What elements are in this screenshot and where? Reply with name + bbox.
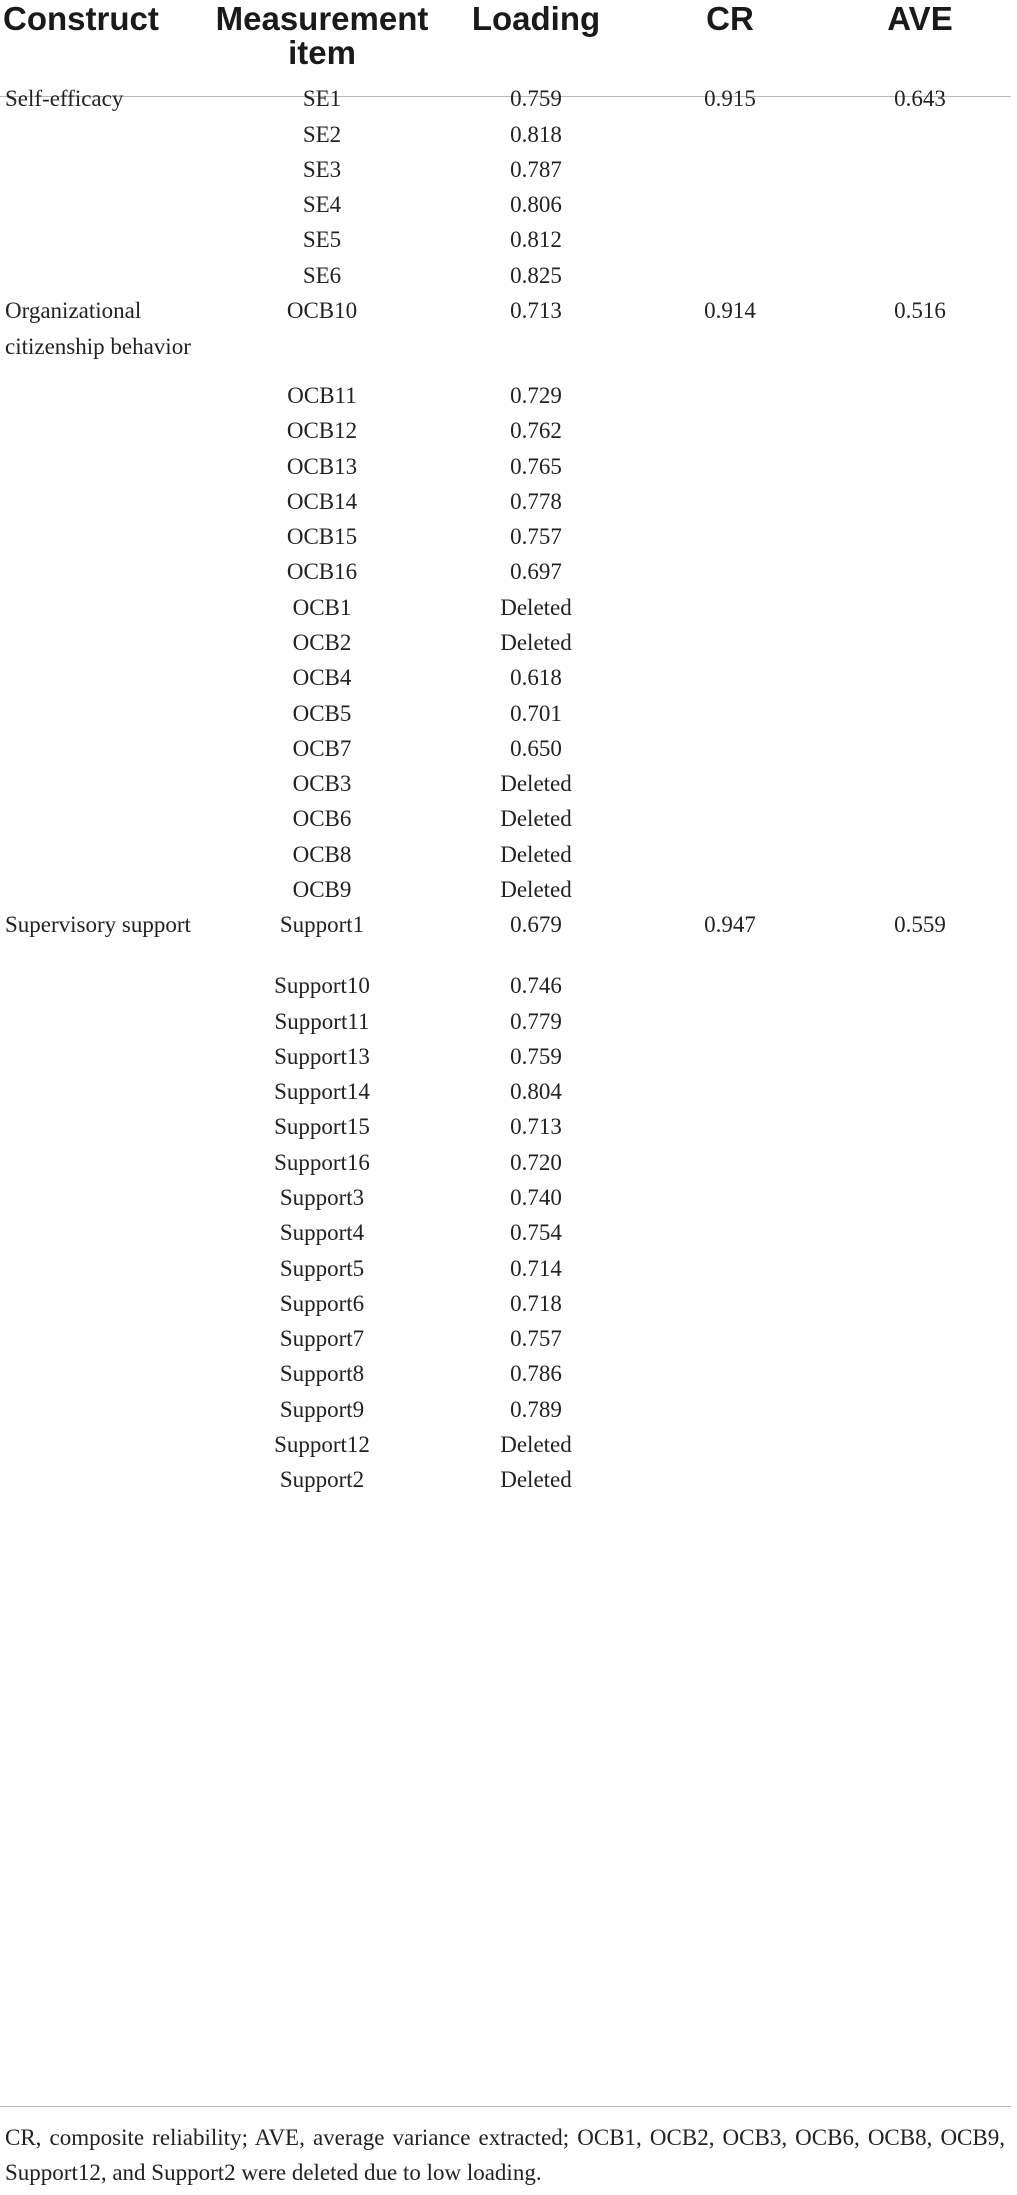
table-row	[0, 293, 1011, 359]
cell-loading: 0.787	[510, 157, 562, 182]
cell-measurement-item: OCB11	[287, 383, 357, 408]
cell-ave: 0.516	[894, 298, 946, 323]
cell-measurement-item: Support10	[274, 973, 370, 998]
cell-measurement-item: SE6	[302, 263, 342, 288]
cell-loading: 0.806	[510, 192, 562, 217]
cell-loading: 0.804	[510, 1079, 562, 1104]
table-row	[0, 1180, 1011, 1216]
table-row	[0, 117, 1011, 153]
cell-measurement-item: OCB8	[292, 842, 352, 867]
cell-loading: 0.650	[510, 736, 562, 761]
header-construct: Construct	[3, 0, 159, 37]
cell-measurement-item: OCB10	[286, 298, 358, 323]
table-row	[0, 1392, 1011, 1428]
table-row	[0, 187, 1011, 223]
cell-measurement-item: Support15	[274, 1114, 370, 1139]
cell-measurement-item: OCB16	[286, 559, 358, 584]
table-row	[0, 1427, 1011, 1463]
cell-measurement-item: SE1	[302, 86, 342, 111]
cell-loading: 0.759	[510, 86, 562, 111]
cell-measurement-item: OCB12	[286, 418, 358, 443]
cell-loading: 0.789	[510, 1397, 562, 1422]
table-row	[0, 449, 1011, 485]
cell-loading: Deleted	[500, 842, 572, 867]
cell-loading: 0.679	[510, 912, 562, 937]
table-row	[0, 696, 1011, 732]
cell-loading: 0.729	[510, 383, 562, 408]
footer-divider	[0, 2106, 1011, 2107]
table-row	[0, 554, 1011, 590]
cell-ave: 0.559	[894, 912, 946, 937]
table-row	[0, 731, 1011, 767]
cell-loading: 0.713	[510, 298, 562, 323]
cell-construct: Organizational citizenship behavior	[5, 298, 191, 359]
cell-loading: 0.757	[510, 1326, 562, 1351]
cell-loading: 0.786	[510, 1361, 562, 1386]
table-row	[0, 1251, 1011, 1287]
table-row	[0, 1462, 1011, 1498]
table-row	[0, 837, 1011, 873]
cell-loading: 0.759	[510, 1044, 562, 1069]
table-row	[0, 907, 1011, 943]
cell-measurement-item: Support13	[274, 1044, 370, 1069]
cell-loading: Deleted	[500, 806, 572, 831]
cell-loading: Deleted	[500, 877, 572, 902]
cell-construct: Self-efficacy	[5, 86, 124, 111]
cell-measurement-item: OCB9	[292, 877, 352, 902]
table-row	[0, 378, 1011, 414]
table-footnote: CR, composite reliability; AVE, average variance extracted; OCB1, OCB2, OCB3, OCB6, OCB8, OCB9, Support12, and Support2 were deleted due to low loading.	[5, 2125, 1005, 2185]
table-row	[0, 1356, 1011, 1392]
table-row	[0, 81, 1011, 117]
table-row	[0, 1004, 1011, 1040]
cell-cr: 0.915	[704, 86, 756, 111]
cell-loading: Deleted	[500, 595, 572, 620]
cell-loading: Deleted	[500, 1432, 572, 1457]
cell-measurement-item: OCB6	[292, 806, 352, 831]
cell-cr: 0.914	[704, 298, 756, 323]
cell-measurement-item: SE3	[302, 157, 342, 182]
cell-loading: 0.825	[510, 263, 562, 288]
cell-measurement-item: Support4	[279, 1220, 365, 1245]
table-row	[0, 1321, 1011, 1357]
cell-ave: 0.643	[894, 86, 946, 111]
cell-loading: 0.713	[510, 1114, 562, 1139]
cell-measurement-item: OCB5	[292, 701, 352, 726]
cell-measurement-item: SE5	[302, 227, 342, 252]
cell-loading: 0.778	[510, 489, 562, 514]
table-row	[0, 258, 1011, 294]
table-row	[0, 766, 1011, 802]
cell-measurement-item: Support1	[279, 912, 365, 937]
table-row	[0, 519, 1011, 555]
header-ave: AVE	[887, 0, 953, 37]
table-row	[0, 222, 1011, 258]
cell-loading: 0.697	[510, 559, 562, 584]
cell-loading: Deleted	[500, 771, 572, 796]
table-row	[0, 484, 1011, 520]
cell-loading: 0.762	[510, 418, 562, 443]
cell-measurement-item: OCB1	[292, 595, 352, 620]
table-row	[0, 625, 1011, 661]
table-row	[0, 1109, 1011, 1145]
cell-loading: 0.812	[510, 227, 562, 252]
cell-loading: 0.765	[510, 454, 562, 479]
table-row	[0, 1286, 1011, 1322]
cell-measurement-item: OCB3	[292, 771, 352, 796]
cell-measurement-item: Support5	[279, 1256, 365, 1281]
cell-loading: 0.720	[510, 1150, 562, 1175]
header-measurement-item: Measurement item	[215, 0, 429, 71]
cell-measurement-item: OCB13	[286, 454, 358, 479]
cell-construct: Supervisory support	[5, 912, 191, 937]
table-row	[0, 152, 1011, 188]
table-row	[0, 1074, 1011, 1110]
cell-measurement-item: Support3	[279, 1185, 365, 1210]
cell-measurement-item: Support11	[274, 1009, 370, 1034]
table-row	[0, 1145, 1011, 1181]
cell-measurement-item: SE4	[302, 192, 342, 217]
table-row	[0, 968, 1011, 1004]
cell-loading: Deleted	[500, 1467, 572, 1492]
cell-loading: 0.746	[510, 973, 562, 998]
cell-measurement-item: OCB2	[292, 630, 352, 655]
cell-measurement-item: Support9	[279, 1397, 365, 1422]
cell-loading: 0.754	[510, 1220, 562, 1245]
table-row	[0, 1039, 1011, 1075]
cell-measurement-item: Support12	[274, 1432, 370, 1457]
cell-cr: 0.947	[704, 912, 756, 937]
cell-measurement-item: SE2	[302, 122, 342, 147]
table-row	[0, 872, 1011, 908]
cell-loading: 0.818	[510, 122, 562, 147]
cell-measurement-item: OCB4	[292, 665, 352, 690]
table-row	[0, 660, 1011, 696]
cell-loading: Deleted	[500, 630, 572, 655]
cell-loading: 0.718	[510, 1291, 562, 1316]
cell-measurement-item: OCB7	[292, 736, 352, 761]
cell-measurement-item: Support8	[279, 1361, 365, 1386]
cell-loading: 0.618	[510, 665, 562, 690]
cell-loading: 0.779	[510, 1009, 562, 1034]
cell-loading: 0.714	[510, 1256, 562, 1281]
cell-measurement-item: OCB14	[286, 489, 358, 514]
table-row	[0, 413, 1011, 449]
cell-loading: 0.740	[510, 1185, 562, 1210]
cell-measurement-item: Support7	[279, 1326, 365, 1351]
table-row	[0, 1215, 1011, 1251]
header-cr: CR	[706, 0, 754, 37]
cell-measurement-item: Support6	[279, 1291, 365, 1316]
table-row	[0, 590, 1011, 626]
cell-measurement-item: Support2	[279, 1467, 365, 1492]
cell-loading: 0.757	[510, 524, 562, 549]
cell-measurement-item: Support16	[274, 1150, 370, 1175]
header-loading: Loading	[471, 0, 601, 37]
cell-measurement-item: Support14	[274, 1079, 370, 1104]
cell-loading: 0.701	[510, 701, 562, 726]
table-row	[0, 801, 1011, 837]
cell-measurement-item: OCB15	[286, 524, 358, 549]
